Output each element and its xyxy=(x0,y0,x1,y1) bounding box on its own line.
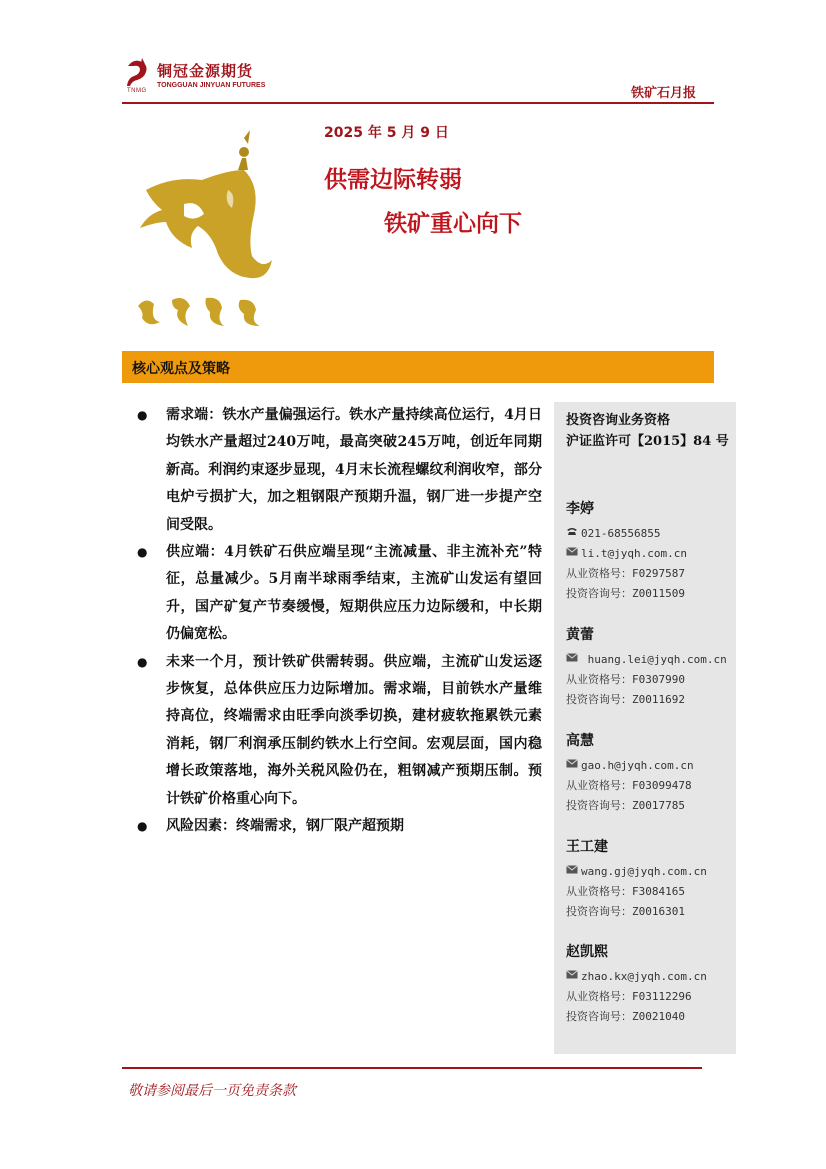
analyst-panel xyxy=(554,402,736,1054)
qualification xyxy=(566,410,729,452)
analyst-name: 李婷 xyxy=(566,501,594,517)
company-name-cn: 铜冠金源期货 xyxy=(157,62,254,80)
section-heading-bar xyxy=(122,351,714,383)
qualification-line2: 沪证监许可【2015】84 号 xyxy=(566,434,729,449)
email-icon xyxy=(566,865,578,874)
analyst-cert: 从业资格号：F03099478 xyxy=(566,779,692,792)
analyst-email[interactable]: huang.lei@jyqh.com.cn xyxy=(566,650,736,670)
view-supply: ● 供应端：4月铁矿石供应端呈现“主流减量、非主流补充”特征，总量减少。5月南半球雨季结束，主流矿山发运有望回升，国产矿复产节奏缓慢，短期供应压力边际缓和，中长期仍偏宽松。 xyxy=(134,539,542,649)
email-icon xyxy=(566,653,578,662)
cover-art-icon xyxy=(132,130,292,340)
email-icon xyxy=(566,970,578,979)
company-logo xyxy=(122,56,272,100)
report-title-line2: 铁矿重心向下 xyxy=(384,211,522,237)
analyst-name: 王工建 xyxy=(566,839,608,855)
disclaimer-note: 敬请参阅最后一页免责条款 xyxy=(128,1083,296,1099)
footer-divider xyxy=(122,1067,702,1069)
analyst-card xyxy=(566,730,736,816)
core-views-list xyxy=(134,402,542,841)
analyst-name: 高慧 xyxy=(566,733,594,749)
analyst-card xyxy=(566,836,736,922)
phone-icon xyxy=(566,527,578,536)
email-icon xyxy=(566,547,578,556)
email-icon xyxy=(566,759,578,768)
view-risk: ● 风险因素：终端需求，钢厂限产超预期 xyxy=(134,813,542,840)
analyst-email[interactable]: zhao.kx@jyqh.com.cn xyxy=(566,967,736,987)
analyst-consult: 投资咨询号：Z0011509 xyxy=(566,587,685,600)
company-name-en: TONGGUAN JINYUAN FUTURES xyxy=(157,82,266,89)
analyst-cert: 从业资格号：F0297587 xyxy=(566,567,685,580)
analyst-consult: 投资咨询号：Z0011692 xyxy=(566,693,685,706)
analyst-email[interactable]: gao.h@jyqh.com.cn xyxy=(566,756,736,776)
analyst-cert: 从业资格号：F3084165 xyxy=(566,885,685,898)
analyst-phone: 021-68556855 xyxy=(566,524,736,544)
analyst-card xyxy=(566,624,736,710)
analyst-consult: 投资咨询号：Z0016301 xyxy=(566,905,685,918)
analyst-consult: 投资咨询号：Z0017785 xyxy=(566,799,685,812)
analyst-cert: 从业资格号：F0307990 xyxy=(566,673,685,686)
company-abbr: TNMG xyxy=(127,88,147,94)
report-date: 2025 年 5 月 9 日 xyxy=(324,125,449,141)
analyst-card xyxy=(566,498,736,604)
analyst-consult: 投资咨询号：Z0021040 xyxy=(566,1010,685,1023)
report-title-line1: 供需边际转弱 xyxy=(324,167,462,193)
analyst-card xyxy=(566,941,736,1027)
analyst-name: 黄蕾 xyxy=(566,627,594,643)
analyst-cert: 从业资格号：F03112296 xyxy=(566,990,692,1003)
view-outlook: ● 未来一个月，预计铁矿供需转弱。供应端，主流矿山发运逐步恢复，总体供应压力边际增加。需求端，目前铁水产量维持高位，终端需求由旺季向淡季切换，建材疲软拖累铁元素消耗，钢厂利润承压制约铁水上行空间。宏观层面，国内稳增长政策落地，海外关税风险仍在，粗钢减产预期压制。预计铁矿价格重心向下。 xyxy=(134,649,542,813)
view-demand: ● 需求端：铁水产量偏强运行。铁水产量持续高位运行，4月日均铁水产量超过240万吨，最高突破245万吨，创近年同期新高。利润约束逐步显现，4月末长流程螺纹利润收窄，部分电炉亏损扩大，加之粗钢限产预期升温，钢厂进一步提产空间受限。 xyxy=(134,402,542,539)
qualification-line1: 投资咨询业务资格 xyxy=(566,413,671,428)
analyst-email[interactable]: li.t@jyqh.com.cn xyxy=(566,544,736,564)
section-heading: 核心观点及策略 xyxy=(132,361,230,377)
company-logo-icon xyxy=(122,56,152,92)
analyst-name: 赵凯熙 xyxy=(566,944,608,960)
header-divider xyxy=(122,102,714,104)
report-type: 铁矿石月报 xyxy=(630,86,696,101)
analyst-email[interactable]: wang.gj@jyqh.com.cn xyxy=(566,862,736,882)
